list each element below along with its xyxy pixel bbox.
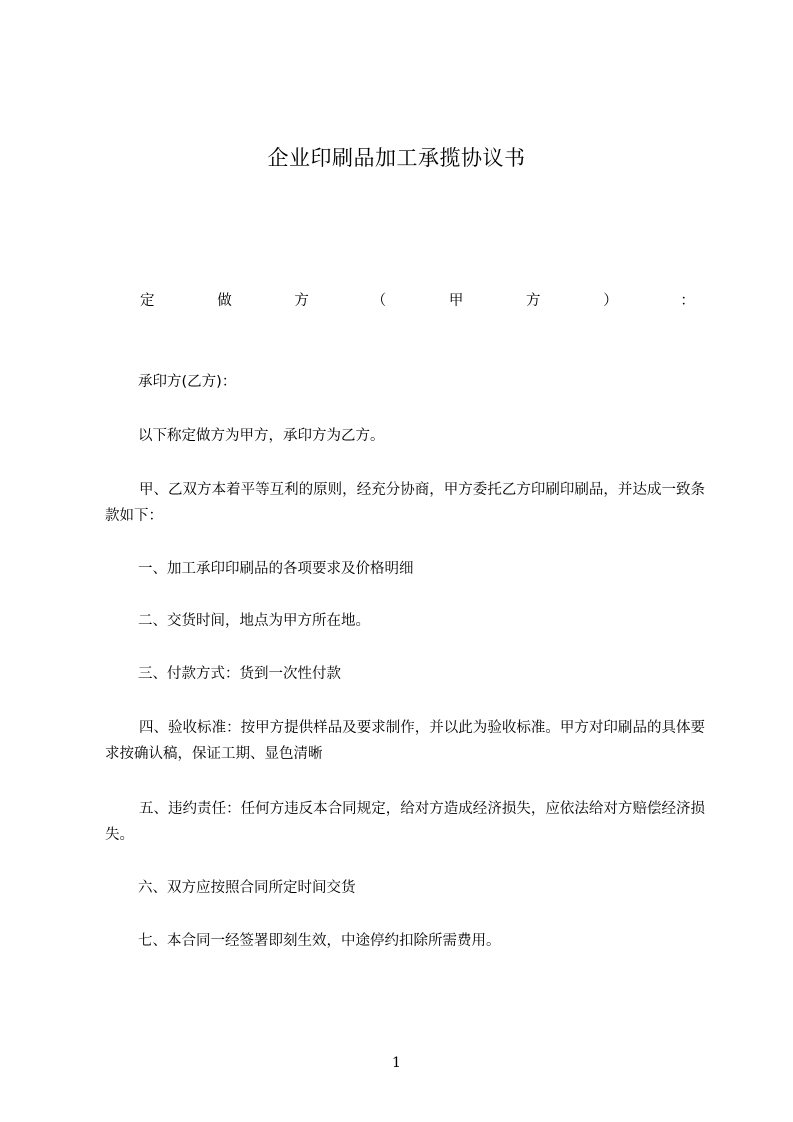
clause-7: 七、本合同一经签署即刻生效，中途停约扣除所需费用。 bbox=[138, 933, 501, 949]
party-a-char: ： bbox=[680, 293, 695, 309]
party-a-char: 定 bbox=[140, 293, 155, 309]
party-a-char: 甲 bbox=[448, 293, 464, 309]
clause-5: 五、违约责任：任何方违反本合同规定，给对方造成经济损失，应依法给对方赔偿经济损失。 bbox=[105, 801, 705, 843]
intro-line: 以下称定做方为甲方，承印方为乙方。 bbox=[138, 428, 385, 444]
clause-1: 一、加工承印印刷品的各项要求及价格明细 bbox=[138, 561, 414, 577]
clause-3: 三、付款方式：货到一次性付款 bbox=[138, 666, 341, 682]
party-a-char: ） bbox=[603, 293, 618, 309]
document-title: 企业印刷品加工承揽协议书 bbox=[267, 146, 526, 170]
party-a-char: （ bbox=[371, 293, 387, 309]
clause-2: 二、交货时间，地点为甲方所在地。 bbox=[138, 613, 370, 629]
preamble-paragraph: 甲、乙双方本着平等互利的原则，经充分协商，甲方委托乙方印刷印刷品，并达成一致条款如下： bbox=[105, 482, 705, 524]
clause-4: 四、验收标准：按甲方提供样品及要求制作，并以此为验收标准。甲方对印刷品的具体要求按确认稿，保证工期、显色清晰 bbox=[105, 720, 705, 762]
page-number: 1 bbox=[392, 1055, 401, 1071]
party-a-char: 做 bbox=[217, 293, 232, 309]
clause-6: 六、双方应按照合同所定时间交货 bbox=[138, 880, 356, 896]
party-b-line: 承印方(乙方)： bbox=[138, 374, 237, 390]
party-a-char: 方 bbox=[294, 293, 309, 309]
party-a-char: 方 bbox=[526, 293, 541, 309]
party-a-line bbox=[140, 291, 695, 311]
